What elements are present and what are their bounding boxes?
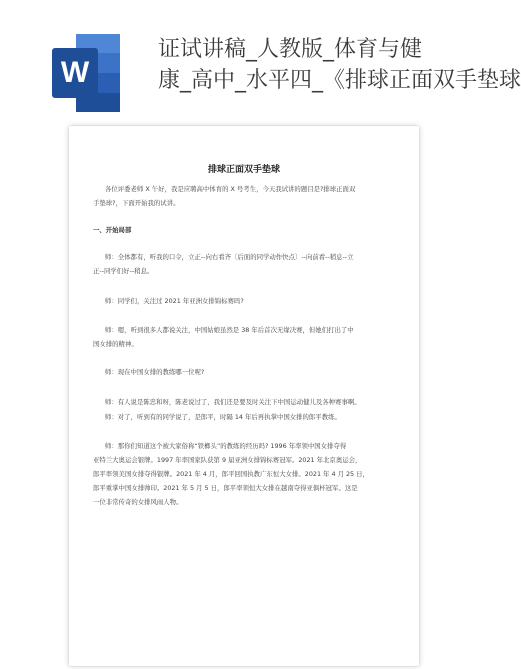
paragraph: 师：嗯，听到很多人都说关注，中国姑娘虽然是 38 年后首次无缘决赛，但她们打出了中 (105, 326, 354, 334)
title-line-1: 证试讲稿_人教版_体育与健 (158, 37, 423, 62)
section-heading: 一、开始局部 (93, 226, 132, 234)
paragraph: 郎平率领美国女排夺得银牌。2021 年 4 月，郎平回国执教广东恒大女排。2021 年 4 月 25 日， (93, 470, 369, 478)
word-letter: W (60, 56, 90, 89)
paragraph: 一位非常传奇的女排风雨人物。 (93, 498, 183, 506)
title-line-2: 康_高中_水平四_《排球正面双手垫球 (158, 68, 521, 93)
paragraph: 手垫球?，下面开始我的试讲。 (93, 199, 180, 207)
paragraph: 师：现在中国女排的教练哪一位呢? (105, 368, 205, 376)
document-title (158, 34, 521, 96)
paragraph: 师：有人说是陈忠和呀，陈老说过了，我们还是要及时关注下中国运动健儿及各种赛事啊。 (105, 398, 361, 406)
paragraph: 师：全体都有，听我的口令，立正--向右看齐〔后面的同学动作快点〕--向前看--稍息--立 (105, 253, 354, 261)
paragraph: 郎平重掌中国女排帅印。2021 年 5 月 5 日，郎平率领恒大女排在越南夺得亚俱杯冠军。这是 (93, 484, 358, 492)
paragraph: 师：同学们，关注过 2021 年亚洲女排锦标赛吗? (105, 297, 244, 305)
paragraph: 国女排的精神。 (93, 340, 138, 348)
word-icon (52, 30, 122, 116)
header (0, 0, 521, 120)
paragraph: 正--同学们好--稍息。 (93, 267, 154, 275)
page-title: 排球正面双手垫球 (207, 165, 280, 175)
paragraph: 师：那你们知道这个被大家俗称“铁榔头”的教练的经历吗? 1996 年率领中国女排夺得 (105, 442, 347, 450)
paragraph: 师：对了，听到有的同学说了，是郎平，时隔 14 年后再执掌中国女排的郎平教练。 (105, 413, 341, 421)
paragraph: 亚特兰大奥运会银牌。1997 年率国家队获第 9 届亚洲女排锦标赛冠军。2021 年北京奥运会， (93, 456, 362, 464)
document-page (69, 126, 419, 666)
paragraph: 各位评委老师 X 午好，我是应聘高中体育的 X 号考生，今天我试讲的题目是?排球正面双 (105, 185, 356, 193)
